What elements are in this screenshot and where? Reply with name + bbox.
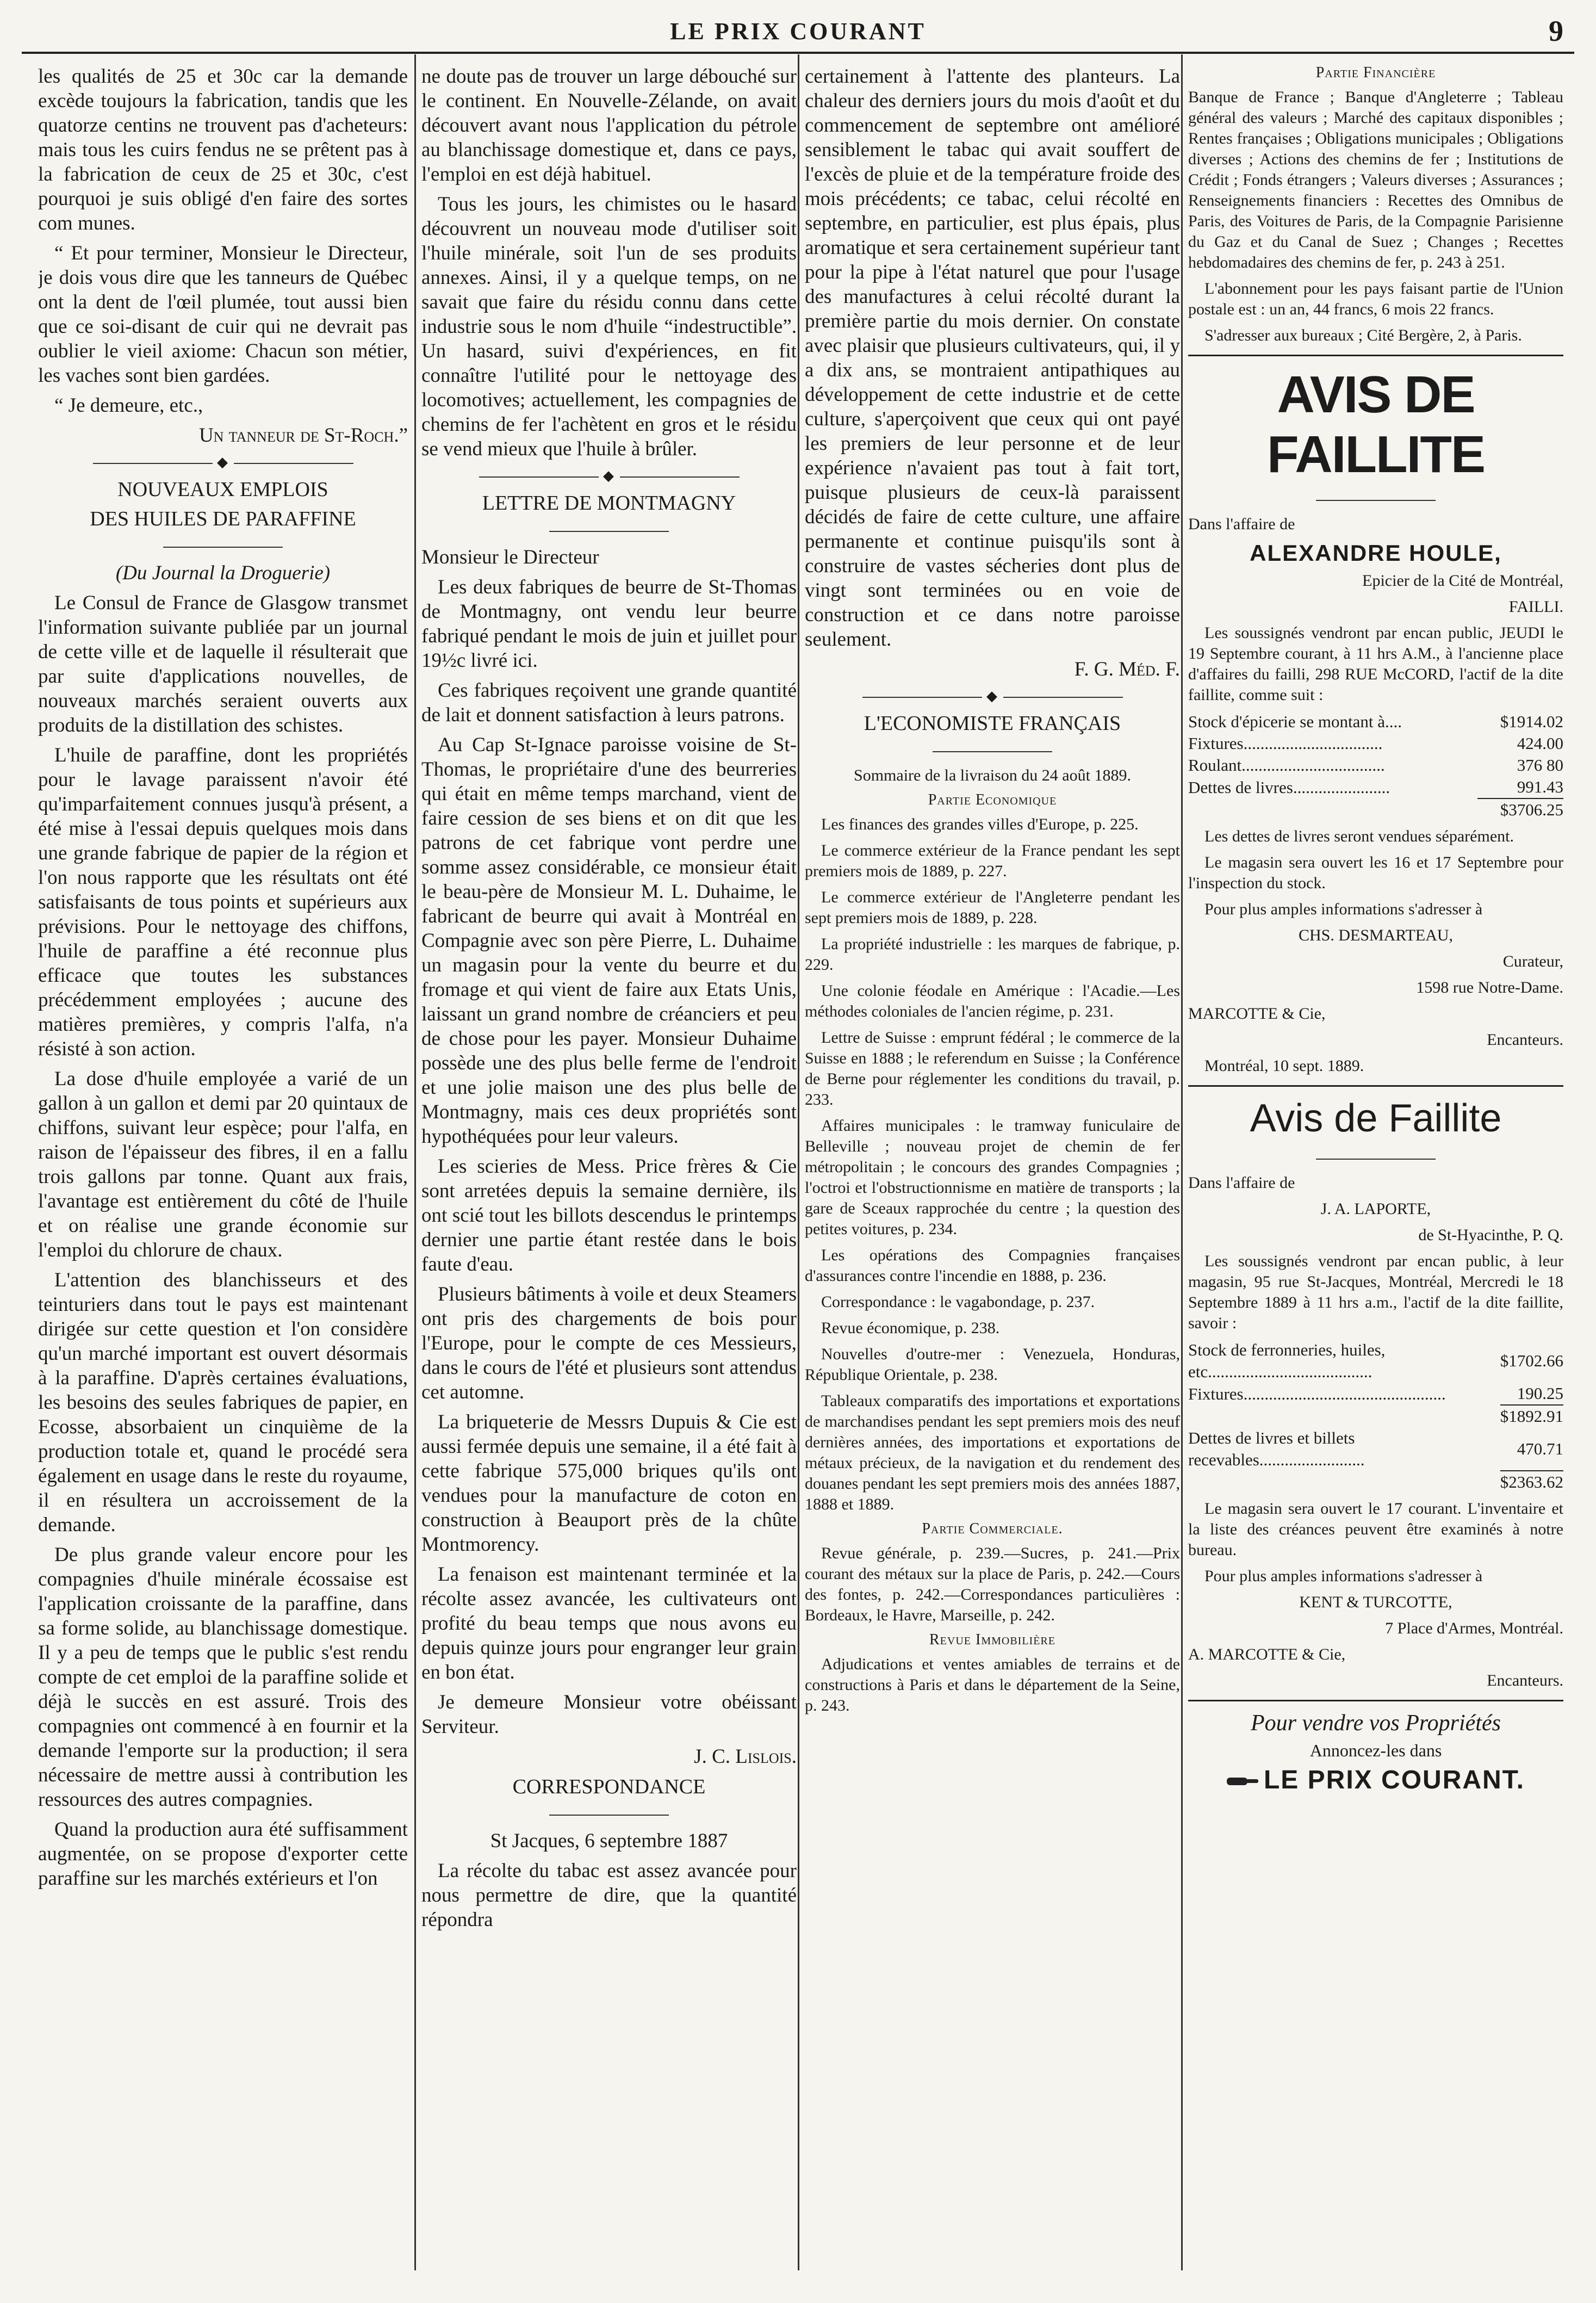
paragraph: La récolte du tabac est assez avancée pour nous permettre de dire, que la quantité répondra	[421, 1860, 797, 1931]
newspaper-title: LE PRIX COURANT	[670, 18, 926, 45]
divider	[1188, 355, 1563, 356]
paragraph: S'adresser aux bureaux ; Cité Bergère, 2, à Paris.	[1204, 326, 1522, 344]
notice-affaire: Dans l'affaire de	[1188, 515, 1295, 533]
total-amount: $2363.62	[1500, 1471, 1563, 1493]
bankrupt-name: J. A. LAPORTE,	[1320, 1200, 1431, 1218]
list-item: Tableaux comparatifs des importations et exportations de marchandises pendant les sept premiers mois des neuf dernières années, des importations et exportations de métaux précieux, de la navigation et du rendement des douanes pendant les sept premiers mois des années 1887, 1888 et 1889.	[805, 1392, 1180, 1513]
list-item: Les finances des grandes villes d'Europe, p. 225.	[821, 815, 1139, 833]
item-amount: 376 80	[1517, 756, 1563, 775]
table-row	[1188, 733, 1563, 754]
agent-name: KENT & TURCOTTE,	[1299, 1593, 1452, 1611]
item-label: Stock d'épicerie se montant à....	[1188, 712, 1402, 731]
ornament-divider: ◆	[421, 468, 797, 484]
promo-publication-name: LE PRIX COURANT.	[1263, 1766, 1525, 1794]
paragraph: Les deux fabriques de beurre de St-Thomas de Montmagny, ont vendu leur beurre fabriqué pendant le mois de juin et juillet pour 19½c livré ici.	[421, 576, 797, 672]
notice-note: Pour plus amples informations s'adresser à	[1204, 1567, 1483, 1585]
column-divider	[1181, 54, 1183, 2270]
column-1	[38, 64, 408, 2270]
section-heading: Partie Financière	[1315, 64, 1436, 81]
list-item: Le commerce extérieur de la France pendant les sept premiers mois de 1889, p. 227.	[805, 841, 1180, 880]
list-item: Correspondance : le vagabondage, p. 237.	[821, 1293, 1095, 1311]
total-amount: $3706.25	[1477, 798, 1563, 821]
paragraph: La fenaison est maintenant terminée et la récolte assez avancée, les cultivateurs ont profité du beau temps que nous avons eu depuis quinze jours pour engranger leur grain en bon état.	[421, 1563, 797, 1683]
list-item: Revue économique, p. 238.	[821, 1319, 1000, 1337]
item-label: Dettes de livres.......................	[1188, 777, 1390, 797]
paragraph: Les scieries de Mess. Price frères & Cie sont arretées depuis la semaine dernière, ils ont scié tout les billots descendus le printemps dernier une partie étant restée dans le bois faute d'eau.	[421, 1155, 797, 1276]
auctioneer-title: Encanteurs.	[1487, 1031, 1563, 1049]
paragraph: ne doute pas de trouver un large débouché sur le continent. En Nouvelle-Zélande, on avait découvert avant nous l'application du pétrole au blanchissage domestique et, dans ce pays, l'emploi en est déjà habituel.	[421, 65, 797, 185]
notice-note: Le magasin sera ouvert les 16 et 17 Septembre pour l'inspection du stock.	[1188, 853, 1563, 892]
failli-label: FAILLI.	[1508, 598, 1563, 616]
paragraph: “ Je demeure, etc.,	[54, 394, 203, 417]
article-headline: LETTRE DE MONTMAGNY	[482, 492, 736, 515]
ornament-divider	[805, 742, 1180, 759]
paragraph: La briqueterie de Messrs Dupuis & Cie est aussi fermée depuis une semaine, il a été fait à cette fabrique 575,000 briques qu'ils ont vendues pour la manufacture de coton en construction à Beauport près de la chûte Montmorency.	[421, 1411, 797, 1556]
paragraph: De plus grande valeur encore pour les compagnies d'huile minérale écossaise est l'application croissante de la paraffine, dans sa forme solide, au blanchissage domestique. Il y a peu de temps que le public s'est rendu compte de cet emploi de la paraffine solide et déjà le succès en est assuré. Trois des compagnies ont commencé à en fournir et la demande l'emporte sur la production; il sera nécessaire de mettre aussi à contribution les ressources des autres compagnies.	[38, 1544, 408, 1811]
article-headline: L'ECONOMISTE FRANÇAIS	[864, 712, 1121, 735]
ornament-divider	[421, 522, 797, 538]
dateline: St Jacques, 6 septembre 1887	[490, 1830, 728, 1852]
subtotal-amount: $1892.91	[1500, 1405, 1563, 1427]
ornament-divider: ◆	[805, 688, 1180, 704]
paragraph: L'huile de paraffine, dont les propriétés pour le lavage paraissent n'avoir été qu'imparfaitement connues jusqu'à présent, a été mise à l'essai depuis quelques mois dans une grande fabrique de papier de la région et l'on nous rapporte que les résultats ont été satisfaisants de tous points et supérieurs aux prévisions. Pour le nettoyage des chiffons, l'huile de paraffine a été reconnue plus efficace que toutes les substances précédemment employées ; aucune des matières premières, y compris l'alfa, n'a résisté à son action.	[38, 744, 408, 1060]
column-divider	[798, 54, 799, 2270]
ornament-divider	[1188, 1150, 1563, 1166]
list-item: Une colonie féodale en Amérique : l'Acadie.—Les méthodes coloniales de l'ancien régime, p. 231.	[805, 982, 1180, 1020]
paragraph: Tous les jours, les chimistes ou le hasard découvrent un nouveau mode d'utiliser soit l'huile minérale, soit l'un de ses produits annexes. Ainsi, il y a quelque temps, on ne savait que faire du résidu connu dans cette industrie sous le nom d'huile “indestructible”. Un hasard, suivi d'expériences, en fit connaître l'utilité pour le nettoyage des locomotives; actuellement, les compagnies de chemins de fer l'achètent en gros et le résidu se vend mieux que l'huile à brûler.	[421, 193, 797, 460]
paragraph: Ces fabriques reçoivent une grande quantité de lait et donnent satisfaction à leurs patrons.	[421, 679, 797, 726]
column-divider	[414, 54, 416, 2270]
salutation: Monsieur le Directeur	[421, 546, 599, 568]
bankruptcy-notice-laporte	[1188, 1095, 1563, 1691]
summary-intro: Sommaire de la livraison du 24 août 1889.	[854, 766, 1131, 784]
article-headline: CORRESPONDANCE	[512, 1775, 706, 1798]
list-item: Banque de France ; Banque d'Angleterre ; Tableau général des valeurs ; Marché des capitaux disponibles ; Rentes françaises ; Obligations municipales ; Obligations diverses ; Actions des chemins de fer ; Institutions de Crédit ; Fonds étrangers ; Valeurs diverses ; Assurances ; Renseignements financiers : Recettes des Omnibus de Paris, des Voitures de Paris, de la Compagnie Parisienne du Gaz et du Canal de Suez ; Changes ; Recettes hebdomadaires des chemins de fer, p. 243 à 251.	[1188, 88, 1563, 271]
masthead	[22, 10, 1574, 53]
bankrupt-description: de St-Hyacinthe, P. Q.	[1418, 1226, 1563, 1244]
item-amount: $1914.02	[1500, 712, 1563, 731]
auctioneer-title: Encanteurs.	[1487, 1671, 1563, 1689]
list-item: La propriété industrielle : les marques de fabrique, p. 229.	[805, 935, 1180, 974]
curator-address: 1598 rue Notre-Dame.	[1416, 979, 1563, 996]
item-label: Fixtures.................................	[1188, 734, 1383, 753]
table-row	[1188, 754, 1563, 776]
section-heading: Partie Commerciale.	[922, 1520, 1063, 1537]
article-source: (Du Journal la Droguerie)	[115, 562, 331, 584]
column-2	[421, 64, 797, 2270]
column-3	[805, 64, 1180, 2270]
pointing-hand-icon	[1227, 1774, 1259, 1788]
item-amount: 470.71	[1517, 1439, 1563, 1458]
bankruptcy-notice-houle	[1188, 365, 1563, 1076]
promo-line-3	[1188, 1765, 1563, 1795]
list-item: Revue générale, p. 239.—Sucres, p. 241.—Prix courant des métaux sur la place de Paris, p. 242.—Cours des fontes, p. 242.—Correspondances particulières : Bordeaux, le Havre, Marseille, p. 242.	[805, 1544, 1180, 1624]
paragraph: Plusieurs bâtiments à voile et deux Steamers ont pris des chargements de bois pour l'Europe, pour le compte de ces Messieurs, dans le cours de l'été et plusieurs sont attendus cet automne.	[421, 1283, 797, 1403]
bankrupt-name: ALEXANDRE HOULE,	[1250, 540, 1502, 566]
agent-address: 7 Place d'Armes, Montréal.	[1385, 1619, 1563, 1637]
list-item: Adjudications et ventes amiables de terrains et de constructions à Paris et dans le département de la Seine, p. 243.	[805, 1655, 1180, 1714]
table-row	[1188, 1427, 1563, 1471]
paragraph: les qualités de 25 et 30c car la demande excède toujours la fabrication, tandis que les quatorze centins ne trouvent pas d'acheteurs: mais tous les cuirs fendus ne se prêtent pas à la fabrication de ceux de 25 et 30c, c'est pourquoi je suis obligé d'en faire des sortes com munes.	[38, 65, 408, 234]
subtotal-row	[1188, 1405, 1563, 1427]
inventory-table	[1188, 1339, 1563, 1493]
article-headline: NOUVEAUX EMPLOIS	[117, 478, 328, 501]
item-label: Dettes de livres et billets recevables.........................	[1188, 1428, 1365, 1469]
list-item: Nouvelles d'outre-mer : Venezuela, Honduras, République Orientale, p. 238.	[805, 1345, 1180, 1384]
auctioneer-name: A. MARCOTTE & Cie,	[1188, 1645, 1346, 1663]
table-row	[1188, 1339, 1563, 1383]
ornament-divider	[1188, 491, 1563, 507]
item-amount: 424.00	[1517, 734, 1563, 753]
inventory-table	[1188, 711, 1563, 821]
section-heading: Revue Immobilière	[929, 1631, 1055, 1648]
paragraph: Quand la production aura été suffisamment augmentée, on se propose d'exporter cette paraffine sur les marchés extérieurs et l'on	[38, 1818, 408, 1890]
paragraph: certainement à l'attente des planteurs. La chaleur des derniers jours du mois d'août et du commencement de septembre ont amélioré sensiblement le tabac qui avait souffert de l'excès de pluie et de la température froide des mois précédents; ce tabac, celui récolté en septembre, en particulier, est plus épais, plus aromatique et sera certainement supérieur tant pour la pipe à l'état naturel que pour l'usage des manufactures à celui récolté durant la première partie du mois dernier. On constate avec plaisir que plusieurs cultivateurs, qui, il y a dix ans, se montraient antipathiques au développement de cette industrie et de cette culture, s'aperçoivent que ceux qui ont payé les premiers de leur personne et de leur expérience n'avaient pas tout à fait tort, puisque plusieurs de ceux-là paraissent décidés de faire de cette culture, une affaire permanente et continue puisqu'ils sont à construire de vastes sécheries dont plus de vingt sont terminées ou en voie de construction et ce dans notre paroisse seulement.	[805, 65, 1180, 651]
notice-date: Montréal, 10 sept. 1889.	[1204, 1057, 1364, 1075]
notice-note: Pour plus amples informations s'adresser à	[1204, 900, 1483, 918]
column-4	[1188, 64, 1563, 2270]
paragraph: Le Consul de France de Glasgow transmet l'information suivante publiée par un journal de cette ville et de laquelle il résulterait que par suite d'applications nouvelles, de nouveaux marchés seraient ouverts aux produits de la distillation des schistes.	[38, 592, 408, 736]
list-item: Le commerce extérieur de l'Angleterre pendant les sept premiers mois de 1889, p. 228.	[805, 888, 1180, 927]
notice-body: Les soussignés vendront par encan public, JEUDI le 19 Septembre courant, à 11 hrs A.M., à l'ancienne place d'affaires du failli, 298 RUE McCORD, l'actif de la dite faillite, comme suit :	[1188, 624, 1563, 704]
masthead-rule	[22, 52, 1574, 54]
divider	[1188, 1085, 1563, 1087]
auctioneer-name: MARCOTTE & Cie,	[1188, 1005, 1326, 1023]
curator-title: Curateur,	[1502, 952, 1563, 970]
notice-note: Les dettes de livres seront vendues séparément.	[1204, 827, 1514, 845]
item-label: Fixtures................................................	[1188, 1384, 1446, 1403]
promo-line-2: Annoncez-les dans	[1309, 1741, 1442, 1760]
paragraph: Au Cap St-Ignace paroisse voisine de St-Thomas, le propriétaire d'une des beurreries qui était en même temps marchand, vient de faire cession de ses biens et on dit que les patrons de cet fabrique vont perdre une somme assez considérable, ce monsieur était le beau-père de Monsieur M. L. Duhaime, le fabricant de beurre qui avait à Montréal en Compagnie avec son père Pierre, L. Duhaime un magasin pour la vente du beurre et du fromage et qui vient de faire aux Etats Unis, laissant un grand nombre de créanciers et peu de chose pour les payer. Monsieur Duhaime possède une des plus belle ferme de l'endroit et une jolie maison une des plus belle de Montmagny, mais ces deux propriétés sont hypothéquées pour leur valeurs.	[421, 734, 797, 1148]
notice-body: Les soussignés vendront par encan public, à leur magasin, 95 rue St-Jacques, Montréal, Mercredi le 18 Septembre 1889 à 11 hrs a.m., l'actif de la dite faillite, savoir :	[1188, 1252, 1563, 1332]
ornament-divider	[38, 538, 408, 554]
ornament-divider: ◆	[38, 454, 408, 470]
signature: J. C. Lislois.	[694, 1745, 797, 1768]
summary-list	[805, 814, 1180, 1515]
total-row	[1188, 1471, 1563, 1493]
section-heading: Partie Economique	[928, 791, 1057, 808]
notice-note: Le magasin sera ouvert le 17 courant. L'inventaire et la liste des créances peuvent être examinés à notre bureau.	[1188, 1500, 1563, 1559]
table-row	[1188, 711, 1563, 733]
paragraph: La dose d'huile employée a varié de un gallon à un gallon et demi par 20 quintaux de chiffons, suivant leur espèce; pour l'alfa, en raison de l'épaisseur des fibres, il en a fallu trois gallons par tonne. Quant aux frais, l'avantage est entièrement du côté de l'huile et on réalise une grande économie sur l'emploi du chlorure de chaux.	[38, 1068, 408, 1261]
page-number: 9	[1549, 15, 1563, 47]
total-row	[1188, 798, 1563, 821]
promo-box	[1188, 1710, 1563, 1795]
paragraph: L'abonnement pour les pays faisant partie de l'Union postale est : un an, 44 francs, 6 mois 22 francs.	[1188, 280, 1563, 318]
notice-title: AVIS DE FAILLITE	[1267, 366, 1485, 484]
item-amount: $1702.66	[1500, 1351, 1563, 1370]
ornament-divider	[421, 1806, 797, 1822]
item-amount: 991.43	[1517, 777, 1563, 796]
item-label: Stock de ferronneries, huiles, etc.......................................	[1188, 1340, 1386, 1381]
list-item: Lettre de Suisse : emprunt fédéral ; le commerce de la Suisse en 1888 ; le referendum en Suisse ; la Conférence de Berne pour réglementer les conditions du travail, p. 233.	[805, 1029, 1180, 1109]
notice-title: Avis de Faillite	[1250, 1097, 1502, 1140]
paragraph: “ Et pour terminer, Monsieur le Directeur, je dois vous dire que les tanneurs de Québec ont la dent de l'œil plumée, tout aussi bien que ce soi-disant de cuir qui ne devrait pas oublier le vieil axiome: Chacun son métier, les vaches sont bien gardées.	[38, 242, 408, 387]
promo-line-1: Pour vendre vos Propriétés	[1251, 1711, 1501, 1736]
table-row	[1188, 1383, 1563, 1405]
item-label: Roulant..................................	[1188, 756, 1385, 775]
table-row	[1188, 776, 1563, 798]
bankrupt-description: Epicier de la Cité de Montréal,	[1362, 572, 1563, 590]
list-item: Les opérations des Compagnies françaises d'assurances contre l'incendie en 1888, p. 236.	[805, 1246, 1180, 1285]
article-headline-line2: DES HUILES DE PARAFFINE	[90, 507, 356, 530]
list-item: Affaires municipales : le tramway funiculaire de Belleville ; nouveau projet de chemin de fer métropolitain ; le concours des grandes Compagnies ; l'octroi et l'obstructionnisme en matière de transports ; la gare de Sceaux rapprochée du centre ; la question des petites voitures, p. 234.	[805, 1117, 1180, 1238]
curator-name: CHS. DESMARTEAU,	[1298, 926, 1454, 944]
paragraph: Je demeure Monsieur votre obéissant Serviteur.	[421, 1691, 797, 1738]
item-amount: 190.25	[1517, 1384, 1563, 1403]
paragraph: L'attention des blanchisseurs et des teinturiers dans tout le pays est maintenant dirigée sur cette question et l'on considère qu'un marché important est ouvert désormais à la paraffine. D'après certaines évaluations, les besoins des seules fabriques de papier, en Ecosse, absorbaient un cinquième de la production totale et, quand le procédé sera également en usage dans le reste du royaume, il en résultera un accroissement de la demande.	[38, 1269, 408, 1536]
signature: Un tanneur de St-Roch.”	[198, 424, 408, 447]
divider	[1188, 1700, 1563, 1701]
signature: F. G. Méd. F.	[1074, 658, 1180, 680]
notice-affaire: Dans l'affaire de	[1188, 1174, 1295, 1192]
